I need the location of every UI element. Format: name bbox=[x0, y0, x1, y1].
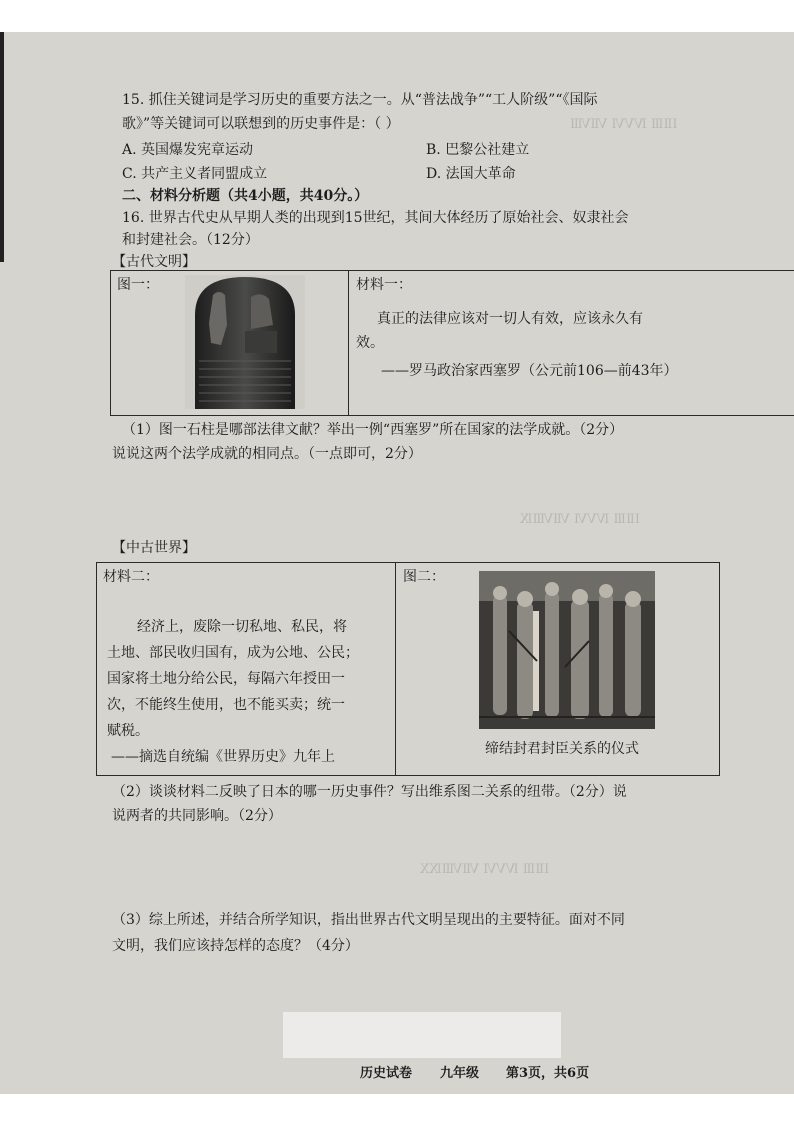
medieval-table bbox=[96, 562, 720, 776]
material2-source: ——摘选自统编《世界历史》九年上 bbox=[111, 749, 335, 765]
material1-text-line1: 真正的法律应该对一切人有效，应该永久有 bbox=[377, 311, 643, 327]
page-edge-shadow bbox=[0, 32, 4, 262]
footer-subject: 历史试卷 bbox=[360, 1066, 413, 1081]
section-title: 二、材料分析题（共4小题，共40分。） bbox=[122, 188, 369, 204]
bleed-through-text: ⅠⅡⅢ ⅣⅤⅥ ⅦⅧ bbox=[570, 117, 678, 132]
q16-sub3-line2: 文明，我们应该持怎样的态度？（4分） bbox=[112, 938, 359, 954]
bleed-through-text: ⅠⅡⅢ ⅣⅤⅥ ⅦⅧⅨⅩ bbox=[420, 862, 550, 877]
vassal-ceremony-image bbox=[479, 571, 655, 729]
material1-text-line2: 效。 bbox=[356, 335, 384, 351]
q16-stem-line2: 和封建社会。（12分） bbox=[122, 232, 259, 248]
figure2-caption: 缔结封君封臣关系的仪式 bbox=[485, 741, 639, 757]
material2-line1: 经济上，废除一切私地、私民，将 bbox=[137, 619, 347, 635]
q15-option-c: C. 共产主义者同盟成立 bbox=[122, 166, 268, 182]
q16-sub1-line2: 说说这两个法学成就的相同点。（一点即可，2分） bbox=[112, 446, 422, 462]
footer-grade: 九年级 bbox=[440, 1066, 480, 1081]
material2-label: 材料二： bbox=[103, 569, 159, 585]
q15-option-d: D. 法国大革命 bbox=[426, 166, 516, 182]
q15-stem-line2: 歌》”等关键词可以联想到的历史事件是：（ ） bbox=[122, 116, 400, 132]
figure1-label: 图一： bbox=[117, 277, 159, 293]
q15-option-a: A. 英国爆发宪章运动 bbox=[122, 142, 254, 158]
redacted-block bbox=[283, 1012, 561, 1058]
q16-sub3-line1: （3）综上所述，并结合所学知识，指出世界古代文明呈现出的主要特征。面对不同 bbox=[112, 912, 625, 928]
table-divider bbox=[348, 271, 349, 415]
q16-stem-line1: 16. 世界古代史从早期人类的出现到15世纪，其间大体经历了原始社会、奴隶社会 bbox=[122, 210, 629, 226]
material2-line4: 次，不能终生使用，也不能买卖；统一 bbox=[107, 697, 345, 713]
material1-source: ——罗马政治家西塞罗（公元前106—前43年） bbox=[381, 363, 678, 379]
figure2-label: 图二： bbox=[403, 569, 445, 585]
q16-sub2-line1: （2）谈谈材料二反映了日本的哪一历史事件？写出维系图二关系的纽带。（2分）说 bbox=[112, 784, 627, 800]
exam-page bbox=[0, 32, 794, 1094]
material2-line5: 赋税。 bbox=[107, 723, 149, 739]
ancient-heading: 【古代文明】 bbox=[112, 254, 196, 270]
material2-line3: 国家将土地分给公民，每隔六年授田一 bbox=[107, 671, 345, 687]
material1-label: 材料一： bbox=[356, 277, 412, 293]
q15-stem-line1: 15. 抓住关键词是学习历史的重要方法之一。从“普法战争”“工人阶级”“《国际 bbox=[122, 92, 598, 108]
bleed-through-text: ⅠⅡⅢ ⅣⅤⅥ ⅦⅧⅨ bbox=[520, 512, 641, 527]
footer-page-number: 第3页，共6页 bbox=[506, 1066, 590, 1081]
q15-option-b: B. 巴黎公社建立 bbox=[426, 142, 530, 158]
hammurabi-stele-image bbox=[185, 275, 305, 409]
table-divider bbox=[395, 563, 396, 775]
medieval-heading: 【中古世界】 bbox=[112, 540, 196, 556]
material2-line2: 土地、部民收归国有，成为公地、公民； bbox=[107, 645, 359, 661]
q16-sub1-line1: （1）图一石柱是哪部法律文献？举出一例“西塞罗”所在国家的法学成就。（2分） bbox=[122, 422, 624, 438]
q16-sub2-line2: 说两者的共同影响。（2分） bbox=[112, 808, 282, 824]
ancient-table bbox=[110, 270, 794, 416]
